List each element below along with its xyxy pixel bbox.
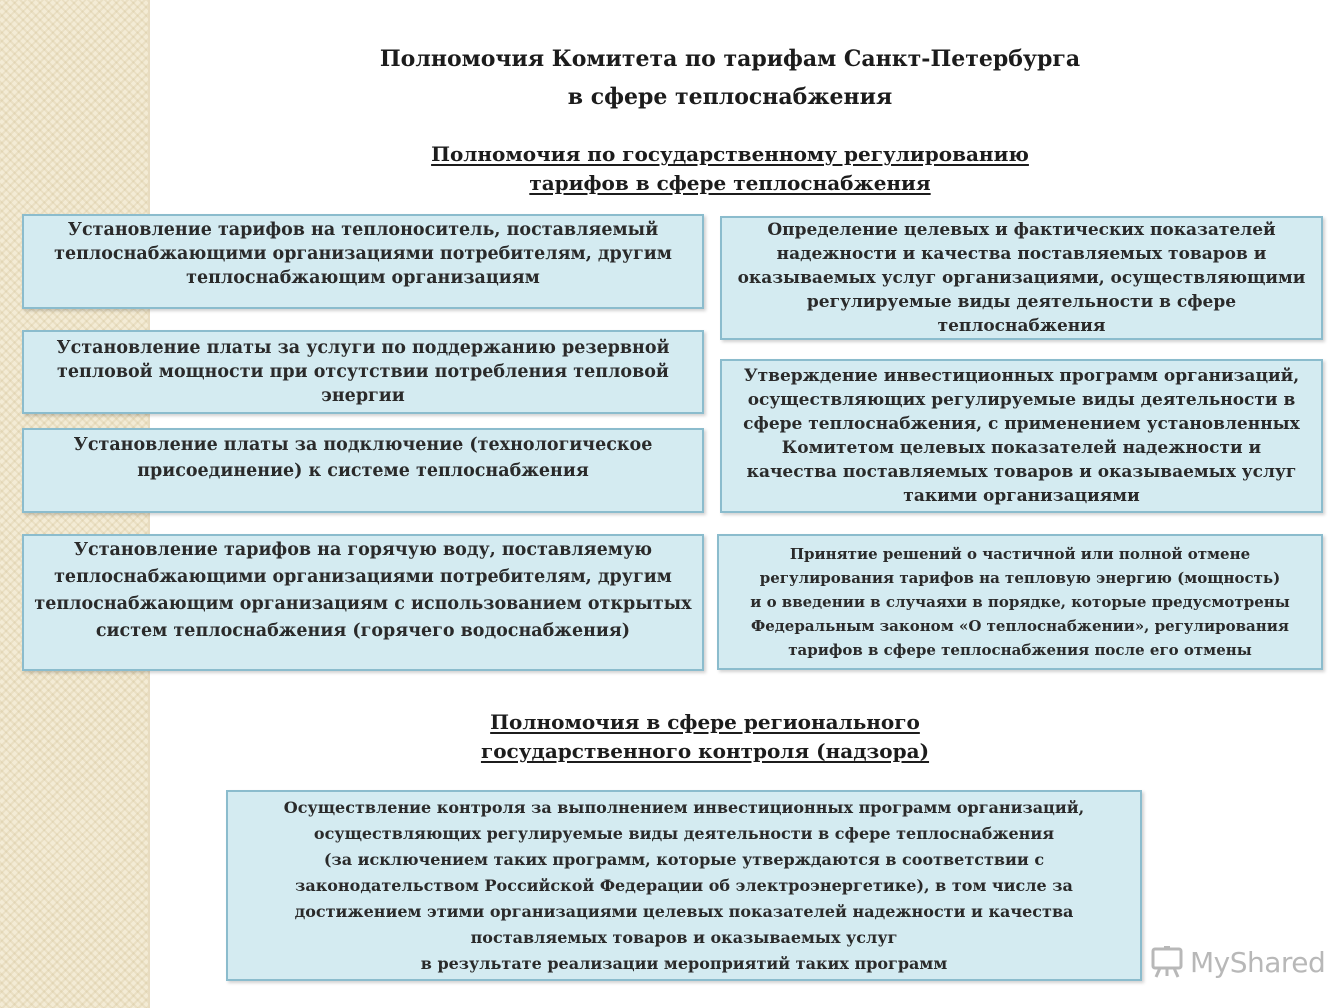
power-box-investment-control <box>226 790 1142 981</box>
power-box-hot-water-tariffs <box>22 534 704 671</box>
power-box-text: Принятие решений о частичной или полной отмене регулирования тарифов на тепловую энергию (мощность) и о введении в случаяхи в порядке, которые предусмотрены Федеральным законом «О теплоснабжении», регулирования тарифов в сфере теплоснабжения после его отмены <box>750 545 1290 659</box>
section-heading-tariff-line-2: тарифов в сфере теплоснабжения <box>529 171 931 195</box>
section-heading-tariff-regulation <box>380 140 1080 198</box>
myshared-logo <box>1150 940 1325 984</box>
power-box-text: Установление тарифов на теплоноситель, поставляемый теплоснабжающими организациями потребителям, другим теплоснабжающим организациям <box>54 220 672 288</box>
power-box-text: Осуществление контроля за выполнением инвестиционных программ организаций, осуществляющих регулируемые виды деятельности в сфере теплоснабжения (за исключением таких программ, которые утверждаются в соответствии с законодательством Российской Федерации об электроэнергетике), в том числе за достижением этими организациями целевых показателей надежности и качества поставляемых товаров и оказываемых услуг в результате реализации мероприятий таких программ <box>283 797 1085 973</box>
power-box-reserve-capacity-fee <box>22 330 704 414</box>
section-heading-regional-control <box>405 708 1005 766</box>
myshared-logo-text: MyShared <box>1190 945 1326 979</box>
presentation-board-icon <box>1150 945 1184 979</box>
page-title-line-2: в сфере теплоснабжения <box>567 84 893 110</box>
power-box-text: Определение целевых и фактических показателей надежности и качества поставляемых товаров и оказываемых услуг организациями, осуществляющими регулируемые виды деятельности в сфере теплоснабжения <box>737 220 1306 336</box>
section-heading-control-line-2: государственного контроля (надзора) <box>480 739 930 763</box>
power-box-text: Утверждение инвестиционных программ организаций, осуществляющих регулируемые виды деятельности в сфере теплоснабжения, с применением установленных Комитетом целевых показателей надежности и качества поставляемых товаров и оказываемых услуг такими организациями <box>743 366 1300 506</box>
power-box-reliability-indicators <box>720 216 1323 340</box>
power-box-heat-carrier-tariffs <box>22 214 704 309</box>
page-title-line-1: Полномочия Комитета по тарифам Санкт-Петербурга <box>379 46 1081 72</box>
section-heading-tariff-line-1: Полномочия по государственному регулированию <box>431 142 1029 166</box>
power-box-text: Установление платы за подключение (технологическое присоединение) к системе теплоснабжения <box>73 435 653 481</box>
power-box-text: Установление тарифов на горячую воду, поставляемую теплоснабжающими организациями потребителям, другим теплоснабжающим организациям с использованием открытых систем теплоснабжения (горячего водоснабжения) <box>34 540 692 641</box>
section-heading-control-line-1: Полномочия в сфере регионального <box>490 710 920 734</box>
power-box-deregulation-decisions <box>717 534 1323 670</box>
power-box-connection-fee <box>22 428 704 513</box>
power-box-investment-programs <box>720 359 1323 513</box>
page-title <box>300 40 1160 116</box>
power-box-text: Установление платы за услуги по поддержанию резервной тепловой мощности при отсутствии потребления тепловой энергии <box>56 338 670 406</box>
